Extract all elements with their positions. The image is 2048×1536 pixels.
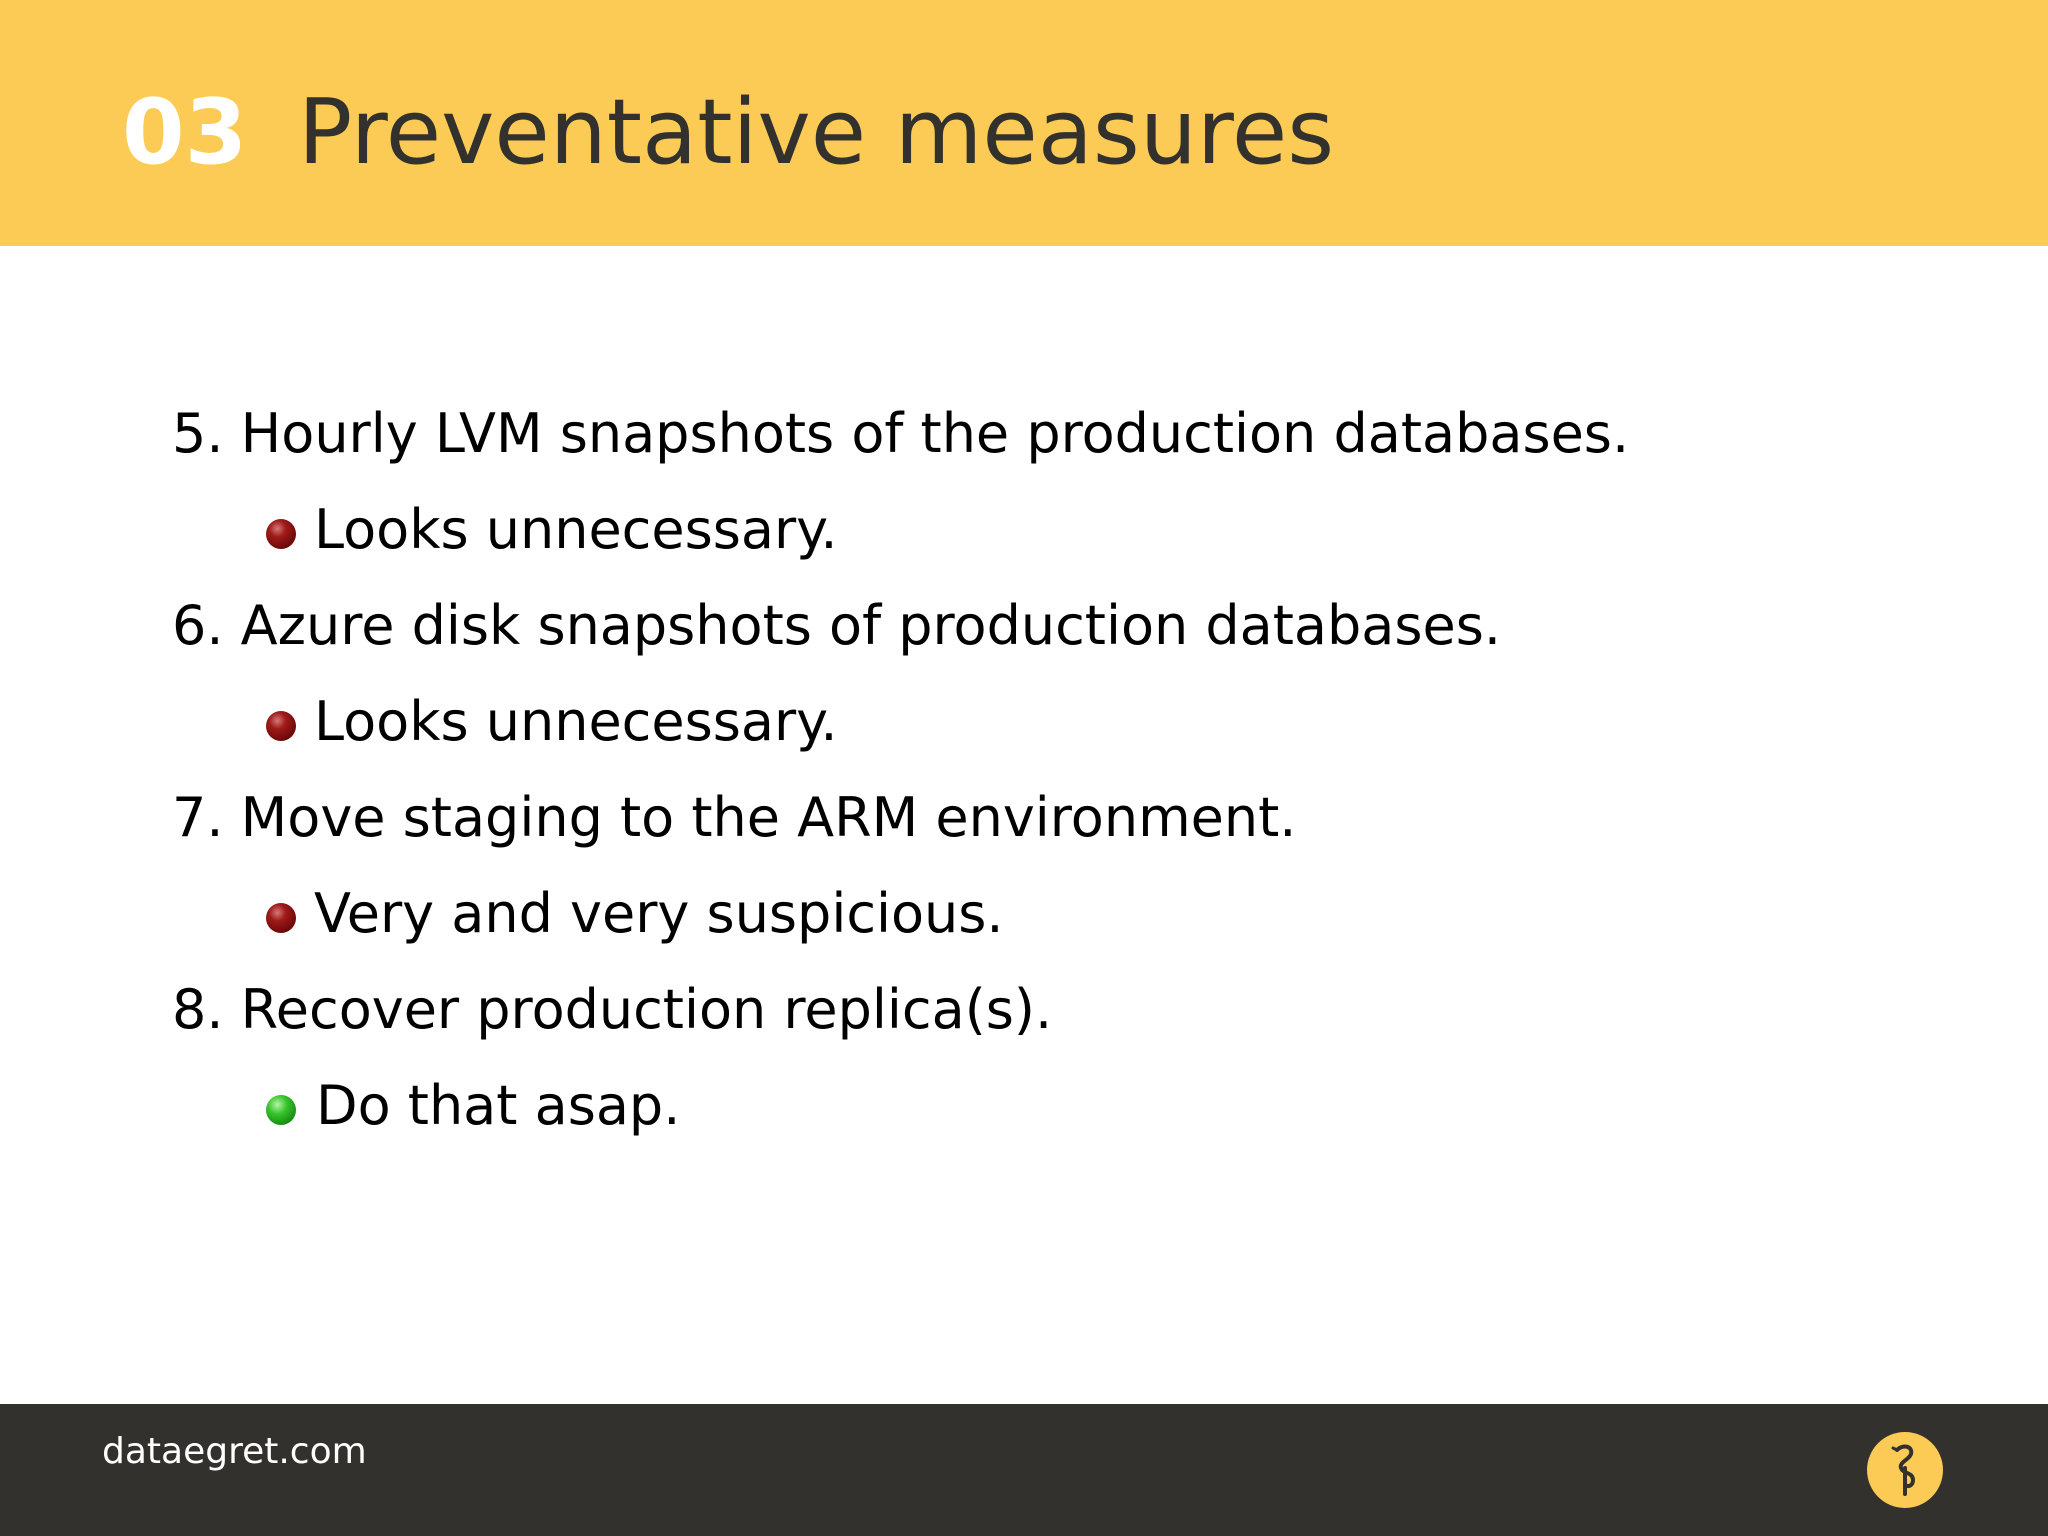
red-bullet-icon bbox=[266, 903, 296, 933]
red-bullet-icon bbox=[266, 711, 296, 741]
list-item: 6. Azure disk snapshots of production databases. bbox=[172, 594, 1502, 657]
green-bullet-icon bbox=[266, 1095, 296, 1125]
footer-url: dataegret.com bbox=[102, 1431, 367, 1472]
sub-item-text: Do that asap. bbox=[316, 1074, 681, 1137]
slide-title: Preventative measures bbox=[298, 80, 1335, 185]
section-number: 03 bbox=[122, 80, 248, 185]
sub-item-text: Very and very suspicious. bbox=[314, 882, 1004, 945]
red-bullet-icon bbox=[266, 519, 296, 549]
sub-item-text: Looks unnecessary. bbox=[314, 498, 838, 561]
sub-item-text: Looks unnecessary. bbox=[314, 690, 838, 753]
list-item: 8. Recover production replica(s). bbox=[172, 978, 1053, 1041]
list-item: 5. Hourly LVM snapshots of the production databases. bbox=[172, 402, 1630, 465]
egret-logo-icon-graphic bbox=[1867, 1432, 1943, 1508]
footer-bar bbox=[0, 1404, 2048, 1536]
list-item: 7. Move staging to the ARM environment. bbox=[172, 786, 1297, 849]
egret-logo-icon bbox=[1867, 1432, 1943, 1508]
